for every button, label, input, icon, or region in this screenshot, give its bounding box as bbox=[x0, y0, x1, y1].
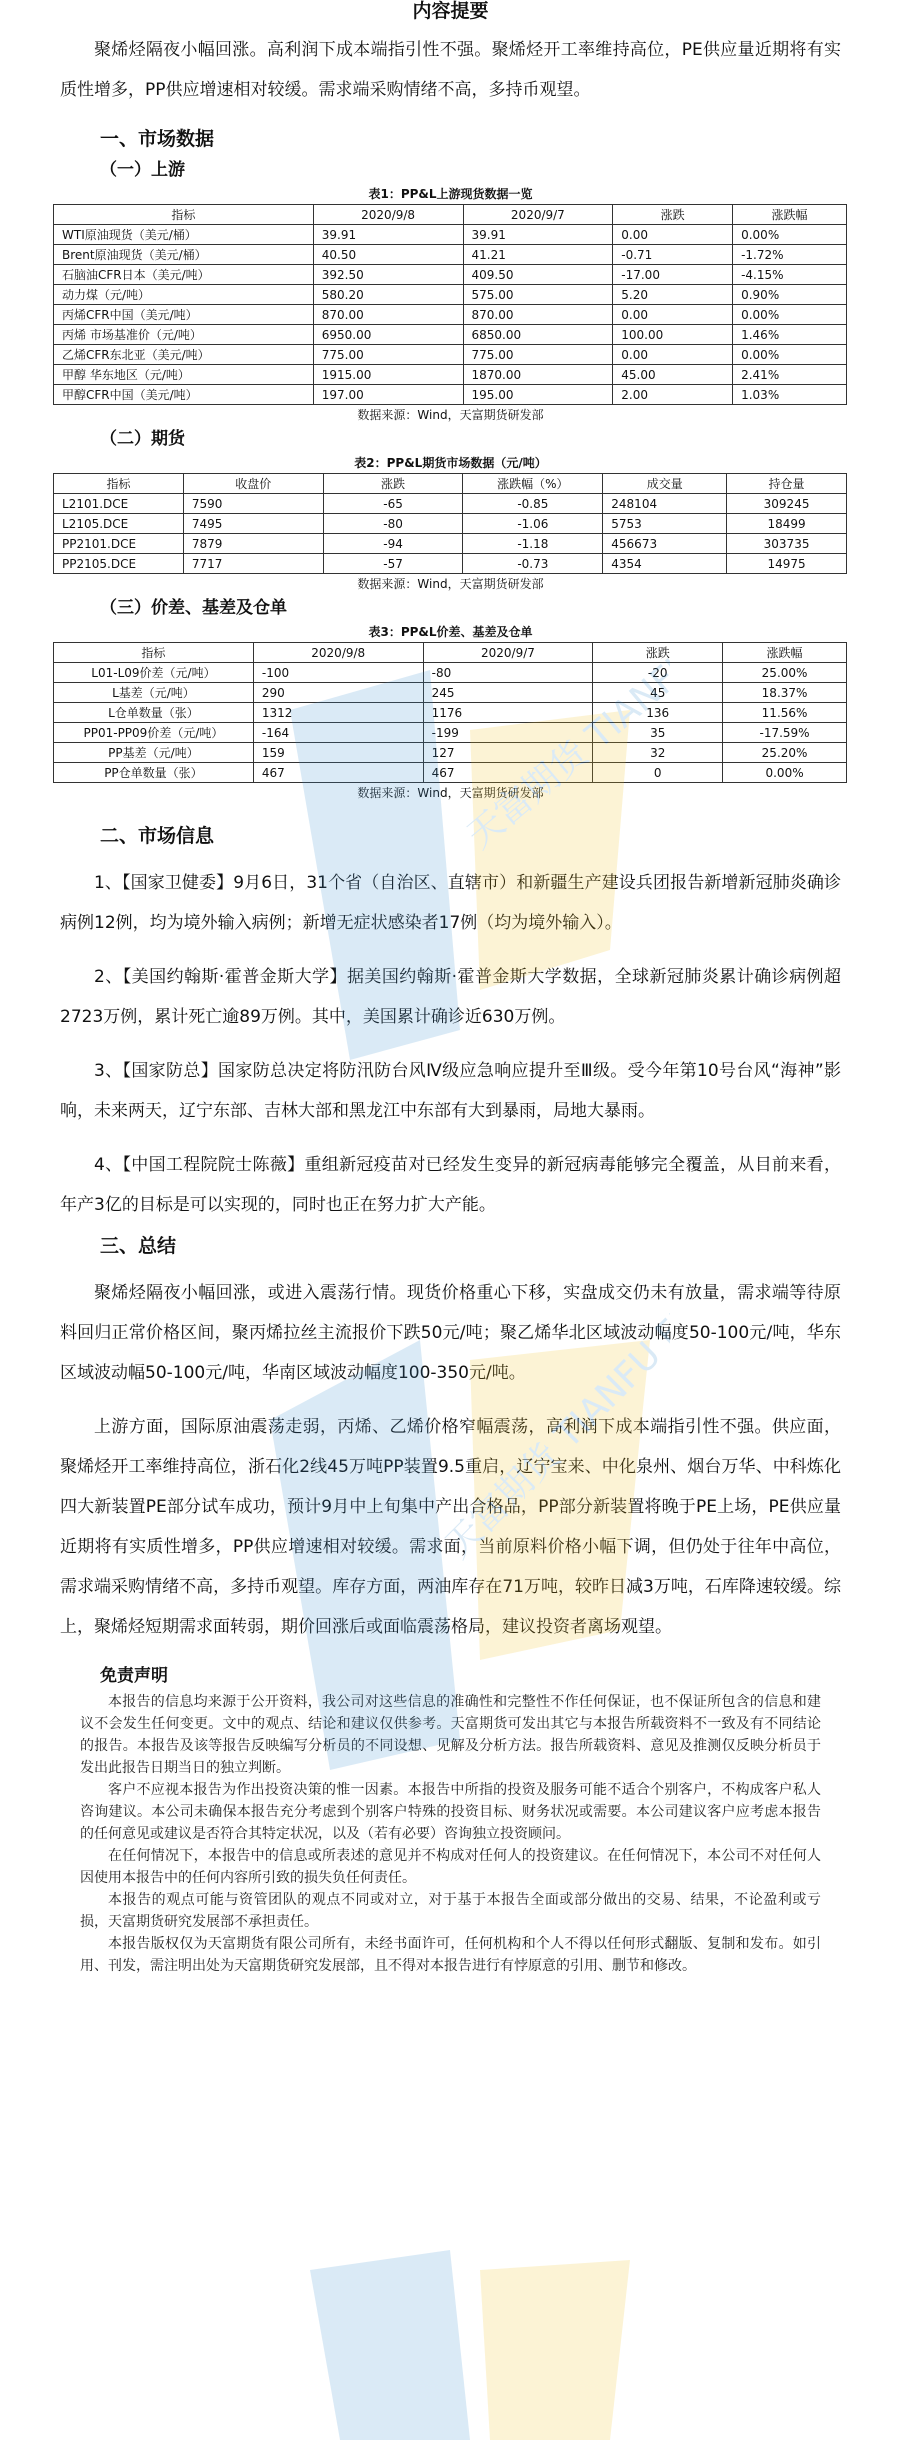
table-cell: 456673 bbox=[603, 534, 727, 554]
table-caption: 表2：PP&L期货市场数据（元/吨） bbox=[354, 456, 547, 470]
table-cell: 45.00 bbox=[613, 365, 733, 385]
table-cell: 6950.00 bbox=[313, 325, 463, 345]
table-cell: 25.20% bbox=[723, 743, 847, 763]
table-cell: -164 bbox=[253, 723, 423, 743]
table-cell: 775.00 bbox=[463, 345, 613, 365]
table-cell: -17.00 bbox=[613, 265, 733, 285]
table-header-row bbox=[54, 474, 847, 494]
table-cell: 392.50 bbox=[313, 265, 463, 285]
table-cell: 7590 bbox=[183, 494, 323, 514]
table-row bbox=[54, 554, 847, 574]
table-cell: 1915.00 bbox=[313, 365, 463, 385]
table-header-row bbox=[54, 643, 847, 663]
table-cell: PP2105.DCE bbox=[54, 554, 184, 574]
table-cell: 127 bbox=[423, 743, 593, 763]
table-cell: 159 bbox=[253, 743, 423, 763]
column-header: 收盘价 bbox=[183, 474, 323, 494]
table-cell: 2.41% bbox=[733, 365, 847, 385]
table-cell: 1870.00 bbox=[463, 365, 613, 385]
table-cell: -0.85 bbox=[463, 494, 603, 514]
section-heading-market-data: 一、市场数据 bbox=[100, 128, 215, 150]
news-item: 4、【中国工程院院士陈薇】重组新冠疫苗对已经发生变异的新冠病毒能够完全覆盖，从目前来看，年产3亿的目标是可以实现的，同时也正在努力扩大产能。 bbox=[60, 1155, 841, 1215]
table-caption: 表1：PP&L上游现货数据一览 bbox=[368, 187, 533, 201]
table-cell: 575.00 bbox=[463, 285, 613, 305]
table-cell: 248104 bbox=[603, 494, 727, 514]
disclaimer-paragraph: 本报告的观点可能与资管团队的观点不同或对立，对于基于本报告全面或部分做出的交易、结果，不论盈利或亏损，天富期货研究发展部不承担责任。 bbox=[80, 1892, 821, 1930]
table-cell: 动力煤（元/吨） bbox=[54, 285, 314, 305]
futures-table bbox=[53, 473, 847, 574]
table-cell: -80 bbox=[423, 663, 593, 683]
table-row bbox=[54, 683, 847, 703]
table-cell: -65 bbox=[323, 494, 463, 514]
column-header: 涨跌 bbox=[613, 205, 733, 225]
column-header: 涨跌 bbox=[593, 643, 723, 663]
table-cell: 0.00 bbox=[613, 225, 733, 245]
table-cell: 0.00% bbox=[723, 763, 847, 783]
table-cell: 100.00 bbox=[613, 325, 733, 345]
table-row bbox=[54, 385, 847, 405]
table-cell: 5753 bbox=[603, 514, 727, 534]
table-cell: 2.00 bbox=[613, 385, 733, 405]
table-row bbox=[54, 663, 847, 683]
table-cell: 18.37% bbox=[723, 683, 847, 703]
data-source-note: 数据来源：Wind，天富期货研发部 bbox=[357, 577, 544, 591]
table-cell: 甲醇 华东地区（元/吨） bbox=[54, 365, 314, 385]
table-cell: 409.50 bbox=[463, 265, 613, 285]
table-cell: -20 bbox=[593, 663, 723, 683]
table-cell: 0.00% bbox=[733, 345, 847, 365]
watermark-logo bbox=[230, 2250, 670, 2440]
table-cell: 39.91 bbox=[313, 225, 463, 245]
table-cell: 775.00 bbox=[313, 345, 463, 365]
column-header: 涨跌幅 bbox=[723, 643, 847, 663]
table-cell: 245 bbox=[423, 683, 593, 703]
table-cell: 870.00 bbox=[463, 305, 613, 325]
table-row bbox=[54, 494, 847, 514]
table-cell: 0.00% bbox=[733, 305, 847, 325]
table-cell: -4.15% bbox=[733, 265, 847, 285]
table-cell: Brent原油现货（美元/桶） bbox=[54, 245, 314, 265]
column-header: 成交量 bbox=[603, 474, 727, 494]
table-cell: 870.00 bbox=[313, 305, 463, 325]
subsection-heading-futures: （二）期货 bbox=[100, 429, 185, 449]
table-row bbox=[54, 763, 847, 783]
table-cell: 乙烯CFR东北亚（美元/吨） bbox=[54, 345, 314, 365]
table-row bbox=[54, 245, 847, 265]
disclaimer-paragraph: 本报告的信息均来源于公开资料，我公司对这些信息的准确性和完整性不作任何保证，也不保证所包含的信息和建议不会发生任何变更。文中的观点、结论和建议仅供参考。天富期货可发出其它与本报告所载资料不一致及有不同结论的报告。本报告及该等报告反映编写分析员的不同设想、见解及分析方法。报告所载资料、意见及推测仅反映分析员于发出此报告日期当日的独立判断。 bbox=[80, 1694, 821, 1776]
table-cell: -57 bbox=[323, 554, 463, 574]
table-row bbox=[54, 305, 847, 325]
table-cell: 0.00 bbox=[613, 345, 733, 365]
table-cell: 41.21 bbox=[463, 245, 613, 265]
table-cell: -80 bbox=[323, 514, 463, 534]
column-header: 涨跌幅（%） bbox=[463, 474, 603, 494]
table-cell: L仓单数量（张） bbox=[54, 703, 254, 723]
table-cell: 195.00 bbox=[463, 385, 613, 405]
table-cell: L01-L09价差（元/吨） bbox=[54, 663, 254, 683]
table-cell: 18499 bbox=[727, 514, 847, 534]
watermark-text: 天富期货 TIANFU bbox=[437, 1334, 670, 1567]
table-cell: 32 bbox=[593, 743, 723, 763]
table-cell: PP基差（元/吨） bbox=[54, 743, 254, 763]
table-cell: 丙烯CFR中国（美元/吨） bbox=[54, 305, 314, 325]
page-title: 内容提要 bbox=[412, 0, 489, 22]
table-cell: -1.06 bbox=[463, 514, 603, 534]
table-cell: 7879 bbox=[183, 534, 323, 554]
table-cell: 580.20 bbox=[313, 285, 463, 305]
summary-paragraph: 聚烯烃隔夜小幅回涨。高利润下成本端指引性不强。聚烯烃开工率维持高位，PE供应量近期将有实质性增多，PP供应增速相对较缓。需求端采购情绪不高，多持币观望。 bbox=[60, 40, 841, 100]
upstream-table bbox=[53, 204, 847, 405]
table-cell: 290 bbox=[253, 683, 423, 703]
table-cell: 6850.00 bbox=[463, 325, 613, 345]
table-cell: 40.50 bbox=[313, 245, 463, 265]
data-source-note: 数据来源：Wind，天富期货研发部 bbox=[357, 408, 544, 422]
column-header: 涨跌幅 bbox=[733, 205, 847, 225]
table-cell: 11.56% bbox=[723, 703, 847, 723]
disclaimer-heading: 免责声明 bbox=[100, 1666, 168, 1686]
table-cell: 7717 bbox=[183, 554, 323, 574]
table-cell: -1.18 bbox=[463, 534, 603, 554]
table-cell: 1.03% bbox=[733, 385, 847, 405]
disclaimer-paragraph: 客户不应视本报告为作出投资决策的惟一因素。本报告中所指的投资及服务可能不适合个别客户，不构成客户私人咨询建议。本公司未确保本报告充分考虑到个别客户特殊的投资目标、财务状况或需要。本公司建议客户应考虑本报告的任何意见或建议是否符合其特定状况，以及（若有必要）咨询独立投资顾问。 bbox=[80, 1782, 821, 1842]
table-cell: WTI原油现货（美元/桶） bbox=[54, 225, 314, 245]
table-cell: 0.00 bbox=[613, 305, 733, 325]
table-cell: 4354 bbox=[603, 554, 727, 574]
news-item: 3、【国家防总】国家防总决定将防汛防台风Ⅳ级应急响应提升至Ⅲ级。受今年第10号台风“海神”影响，未来两天，辽宁东部、吉林大部和黑龙江中东部有大到暴雨，局地大暴雨。 bbox=[60, 1061, 841, 1121]
subsection-heading-upstream: （一）上游 bbox=[100, 160, 185, 180]
table-row bbox=[54, 703, 847, 723]
table-cell: -1.72% bbox=[733, 245, 847, 265]
table-cell: 197.00 bbox=[313, 385, 463, 405]
data-source-note: 数据来源：Wind，天富期货研发部 bbox=[357, 786, 544, 800]
column-header: 涨跌 bbox=[323, 474, 463, 494]
news-item: 1、【国家卫健委】9月6日，31个省（自治区、直辖市）和新疆生产建设兵团报告新增新冠肺炎确诊病例12例，均为境外输入病例；新增无症状感染者17例（均为境外输入）。 bbox=[60, 873, 841, 933]
table-cell: 39.91 bbox=[463, 225, 613, 245]
table-cell: -100 bbox=[253, 663, 423, 683]
table-cell: 7495 bbox=[183, 514, 323, 534]
spread-table bbox=[53, 642, 847, 783]
section-heading-market-info: 二、市场信息 bbox=[100, 825, 215, 847]
table-cell: -17.59% bbox=[723, 723, 847, 743]
table-cell: PP2101.DCE bbox=[54, 534, 184, 554]
table-row bbox=[54, 743, 847, 763]
column-header: 持仓量 bbox=[727, 474, 847, 494]
table-cell: L基差（元/吨） bbox=[54, 683, 254, 703]
news-item: 2、【美国约翰斯·霍普金斯大学】据美国约翰斯·霍普金斯大学数据，全球新冠肺炎累计确诊病例超2723万例，累计死亡逾89万例。其中，美国累计确诊近630万例。 bbox=[60, 967, 841, 1027]
table-cell: 石脑油CFR日本（美元/吨） bbox=[54, 265, 314, 285]
disclaimer-paragraph: 本报告版权仅为天富期货有限公司所有，未经书面许可，任何机构和个人不得以任何形式翻版、复制和发布。如引用、刊发，需注明出处为天富期货研究发展部，且不得对本报告进行有悖原意的引用、删节和修改。 bbox=[80, 1936, 821, 1974]
table-cell: 0.90% bbox=[733, 285, 847, 305]
table-cell: 1312 bbox=[253, 703, 423, 723]
table-cell: PP01-PP09价差（元/吨） bbox=[54, 723, 254, 743]
table-cell: -199 bbox=[423, 723, 593, 743]
column-header: 指标 bbox=[54, 643, 254, 663]
column-header: 2020/9/8 bbox=[253, 643, 423, 663]
column-header: 2020/9/8 bbox=[313, 205, 463, 225]
summary-text: 聚烯烃隔夜小幅回涨，或进入震荡行情。现货价格重心下移，实盘成交仍未有放量，需求端等待原料回归正常价格区间，聚丙烯拉丝主流报价下跌50元/吨；聚乙烯华北区域波动幅度50-100元/吨，华东区域波动幅50-100元/吨，华南区域波动幅度100-350元/吨。 bbox=[60, 1283, 841, 1383]
table-cell: 25.00% bbox=[723, 663, 847, 683]
table-cell: 5.20 bbox=[613, 285, 733, 305]
table-cell: 467 bbox=[423, 763, 593, 783]
table-cell: 467 bbox=[253, 763, 423, 783]
table-caption: 表3：PP&L价差、基差及仓单 bbox=[368, 625, 533, 639]
watermark-text: 天富期货 TIANFU bbox=[459, 650, 670, 857]
table-cell: L2101.DCE bbox=[54, 494, 184, 514]
disclaimer-paragraph: 在任何情况下，本报告中的信息或所表述的意见并不构成对任何人的投资建议。在任何情况下，本公司不对任何人因使用本报告中的任何内容所引致的损失负任何责任。 bbox=[80, 1848, 821, 1886]
summary-text: 上游方面，国际原油震荡走弱，丙烯、乙烯价格窄幅震荡，高利润下成本端指引性不强。供应面，聚烯烃开工率维持高位，浙石化2线45万吨PP装置9.5重启，辽宁宝来、中化泉州、烟台万华、中科炼化四大新装置PE部分试车成功，预计9月中上旬集中产出合格品，PP部分新装置将晚于PE上场，PE供应量近期将有实质性增多，PP供应增速相对较缓。需求面，当前原料价格小幅下调，但仍处于往年中高位，需求端采购情绪不高，多持币观望。库存方面，两油库存在71万吨，较昨日减3万吨，石库降速较缓。综上，聚烯烃短期需求面转弱，期价回涨后或面临震荡格局，建议投资者离场观望。 bbox=[60, 1417, 841, 1637]
table-cell: 甲醇CFR中国（美元/吨） bbox=[54, 385, 314, 405]
table-row bbox=[54, 225, 847, 245]
table-row bbox=[54, 723, 847, 743]
table-row bbox=[54, 514, 847, 534]
column-header: 2020/9/7 bbox=[463, 205, 613, 225]
column-header: 指标 bbox=[54, 474, 184, 494]
table-cell: 136 bbox=[593, 703, 723, 723]
table-row bbox=[54, 345, 847, 365]
table-cell: 303735 bbox=[727, 534, 847, 554]
section-heading-summary: 三、总结 bbox=[100, 1235, 177, 1257]
table-cell: L2105.DCE bbox=[54, 514, 184, 534]
table-cell: 0.00% bbox=[733, 225, 847, 245]
table-cell: 14975 bbox=[727, 554, 847, 574]
subsection-heading-spread: （三）价差、基差及仓单 bbox=[100, 598, 287, 618]
table-row bbox=[54, 365, 847, 385]
column-header: 2020/9/7 bbox=[423, 643, 593, 663]
table-cell: 1176 bbox=[423, 703, 593, 723]
table-row bbox=[54, 325, 847, 345]
table-cell: 309245 bbox=[727, 494, 847, 514]
table-cell: -94 bbox=[323, 534, 463, 554]
table-cell: 35 bbox=[593, 723, 723, 743]
table-cell: 丙烯 市场基准价（元/吨） bbox=[54, 325, 314, 345]
table-row bbox=[54, 265, 847, 285]
table-row bbox=[54, 534, 847, 554]
table-cell: 45 bbox=[593, 683, 723, 703]
table-cell: 1.46% bbox=[733, 325, 847, 345]
table-cell: -0.71 bbox=[613, 245, 733, 265]
table-cell: -0.73 bbox=[463, 554, 603, 574]
table-row bbox=[54, 285, 847, 305]
table-cell: PP仓单数量（张） bbox=[54, 763, 254, 783]
table-header-row bbox=[54, 205, 847, 225]
table-cell: 0 bbox=[593, 763, 723, 783]
column-header: 指标 bbox=[54, 205, 314, 225]
